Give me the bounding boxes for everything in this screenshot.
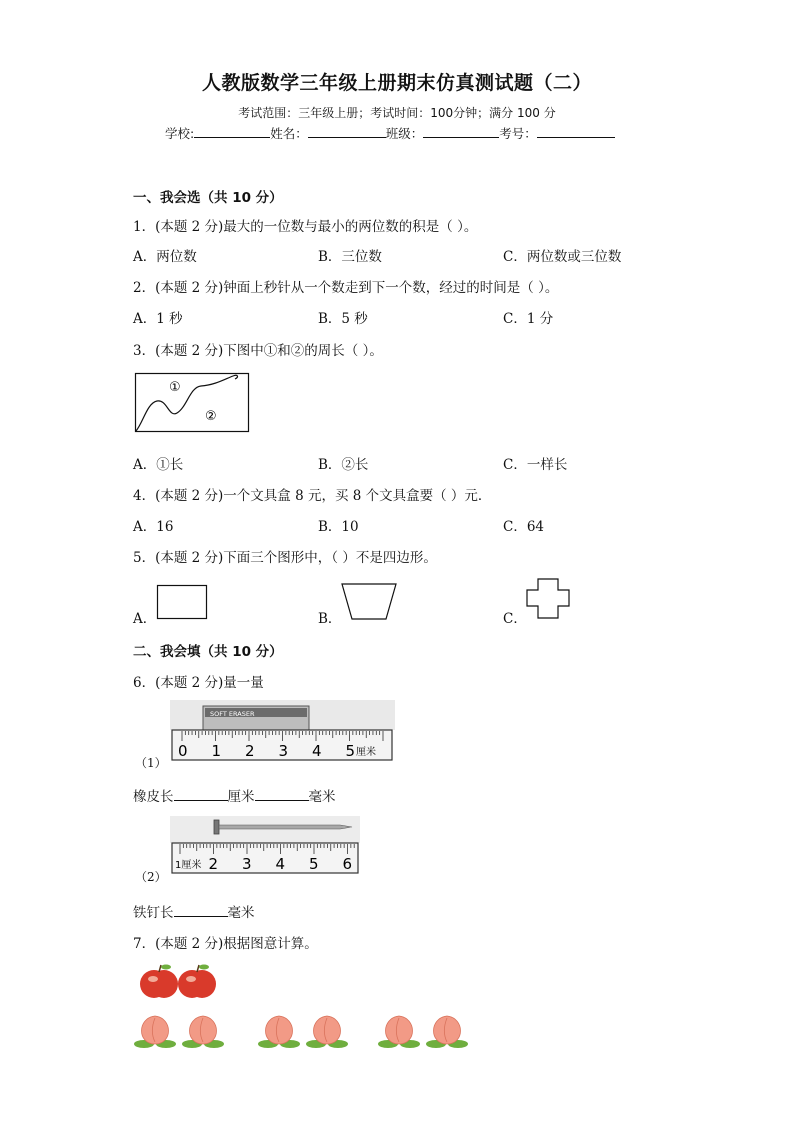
q1-option-c[interactable]: C．两位数或三位数 (503, 249, 622, 265)
exam-no-blank[interactable] (537, 124, 615, 138)
region-1-label: ① (169, 380, 181, 395)
q3-option-c[interactable]: C．一样长 (503, 457, 568, 473)
page-title: 人教版数学三年级上册期末仿真测试题（二） (201, 72, 592, 94)
class-label: 班级： (385, 126, 424, 141)
ruler-2-number: 5 (309, 855, 319, 873)
ruler-2-number: 4 (275, 855, 286, 873)
eraser-length-label: 橡皮长 (133, 789, 174, 805)
fruit-illustration (135, 962, 475, 1054)
cross-shape (526, 578, 572, 620)
q2-option-c[interactable]: C．1 分 (503, 311, 554, 327)
q5-option-b[interactable]: B． (318, 611, 342, 627)
peach-groups (134, 1016, 468, 1048)
school-blank[interactable] (194, 124, 270, 138)
ruler-2-start-label: 1厘米 (175, 860, 202, 871)
peach-icon (134, 1016, 176, 1048)
perimeter-figure (135, 373, 250, 433)
ruler-1-unit: 厘米 (356, 747, 376, 758)
ruler-1-number: 4 (312, 742, 322, 760)
region-2-label: ② (205, 409, 217, 424)
eraser-cm-blank[interactable] (174, 788, 228, 801)
apple-group (140, 965, 216, 999)
peach-icon (182, 1016, 224, 1048)
question-5: 5．(本题 2 分)下面三个图形中，（ ）不是四边形。 (133, 550, 437, 566)
school-label: 学校: (165, 126, 195, 141)
eraser-ruler-photo (170, 700, 396, 766)
student-fields (165, 124, 615, 142)
q2-option-b[interactable]: B．5 秒 (318, 311, 368, 327)
class-blank[interactable] (423, 124, 499, 138)
nail-answer-line (133, 901, 255, 921)
peach-icon (306, 1016, 348, 1048)
ruler-1-number: 3 (278, 742, 289, 760)
ruler-2-number: 6 (342, 855, 353, 873)
question-1: 1．(本题 2 分)最大的一位数与最小的两位数的积是（ ）。 (133, 219, 478, 235)
trapezoid-shape (341, 583, 399, 623)
question-4: 4．(本题 2 分)一个文具盒 8 元，买 8 个文具盒要（ ）元． (133, 488, 492, 504)
q1-option-a[interactable]: A．两位数 (133, 249, 197, 265)
ruler-1-number: 2 (245, 742, 255, 760)
name-blank[interactable] (308, 124, 386, 138)
section-heading-choice: 一、我会选（共 10 分） (133, 190, 283, 206)
ruler-1-number: 0 (178, 742, 188, 760)
question-6: 6．(本题 2 分)量一量 (133, 675, 264, 691)
q3-option-a[interactable]: A．①长 (133, 457, 184, 473)
q5-option-c[interactable]: C． (503, 611, 527, 627)
nail-ruler-photo (170, 816, 362, 878)
apple-icon (178, 965, 216, 999)
exam-no-label: 考号： (499, 126, 537, 141)
part-2-label: （2） (135, 870, 167, 884)
question-3: 3．(本题 2 分)下图中①和②的周长（ ）。 (133, 343, 383, 359)
rectangle-shape (157, 585, 209, 621)
peach-icon (426, 1016, 468, 1048)
q1-option-b[interactable]: B．三位数 (318, 249, 382, 265)
nail-mm-blank[interactable] (174, 904, 228, 917)
peach-icon (378, 1016, 420, 1048)
eraser-brand-label: SOFT ERASER (210, 710, 255, 718)
q4-option-b[interactable]: B．10 (318, 519, 359, 535)
question-2: 2．(本题 2 分)钟面上秒针从一个数走到下一个数，经过的时间是（ ）。 (133, 280, 559, 296)
q4-option-c[interactable]: C．64 (503, 519, 545, 535)
apple-icon (140, 965, 178, 999)
q5-option-a[interactable]: A． (133, 611, 157, 627)
q2-option-a[interactable]: A．1 秒 (133, 311, 183, 327)
ruler-1-number: 1 (211, 742, 222, 760)
question-7: 7．(本题 2 分)根据图意计算。 (133, 936, 318, 952)
ruler-2-number: 2 (208, 855, 219, 873)
ruler-2-number: 3 (242, 855, 252, 873)
ruler-1-number: 5 (345, 742, 356, 760)
q4-option-a[interactable]: A．16 (133, 519, 174, 535)
eraser-mm-blank[interactable] (255, 788, 309, 801)
q3-option-b[interactable]: B．②长 (318, 457, 369, 473)
mm-unit-label: 毫米 (308, 789, 336, 805)
exam-info: 考试范围：三年级上册；考试时间：100分钟；满分 100 分 (238, 106, 556, 120)
part-1-label: （1） (135, 756, 167, 770)
section-heading-fill: 二、我会填（共 10 分） (133, 644, 283, 660)
name-label: 姓名： (270, 126, 308, 141)
peach-icon (258, 1016, 300, 1048)
mm-unit-label-2: 毫米 (227, 905, 255, 921)
eraser-answer-line (133, 785, 336, 805)
cm-unit-label: 厘米 (227, 789, 255, 805)
nail-length-label: 铁钉长 (133, 905, 174, 921)
